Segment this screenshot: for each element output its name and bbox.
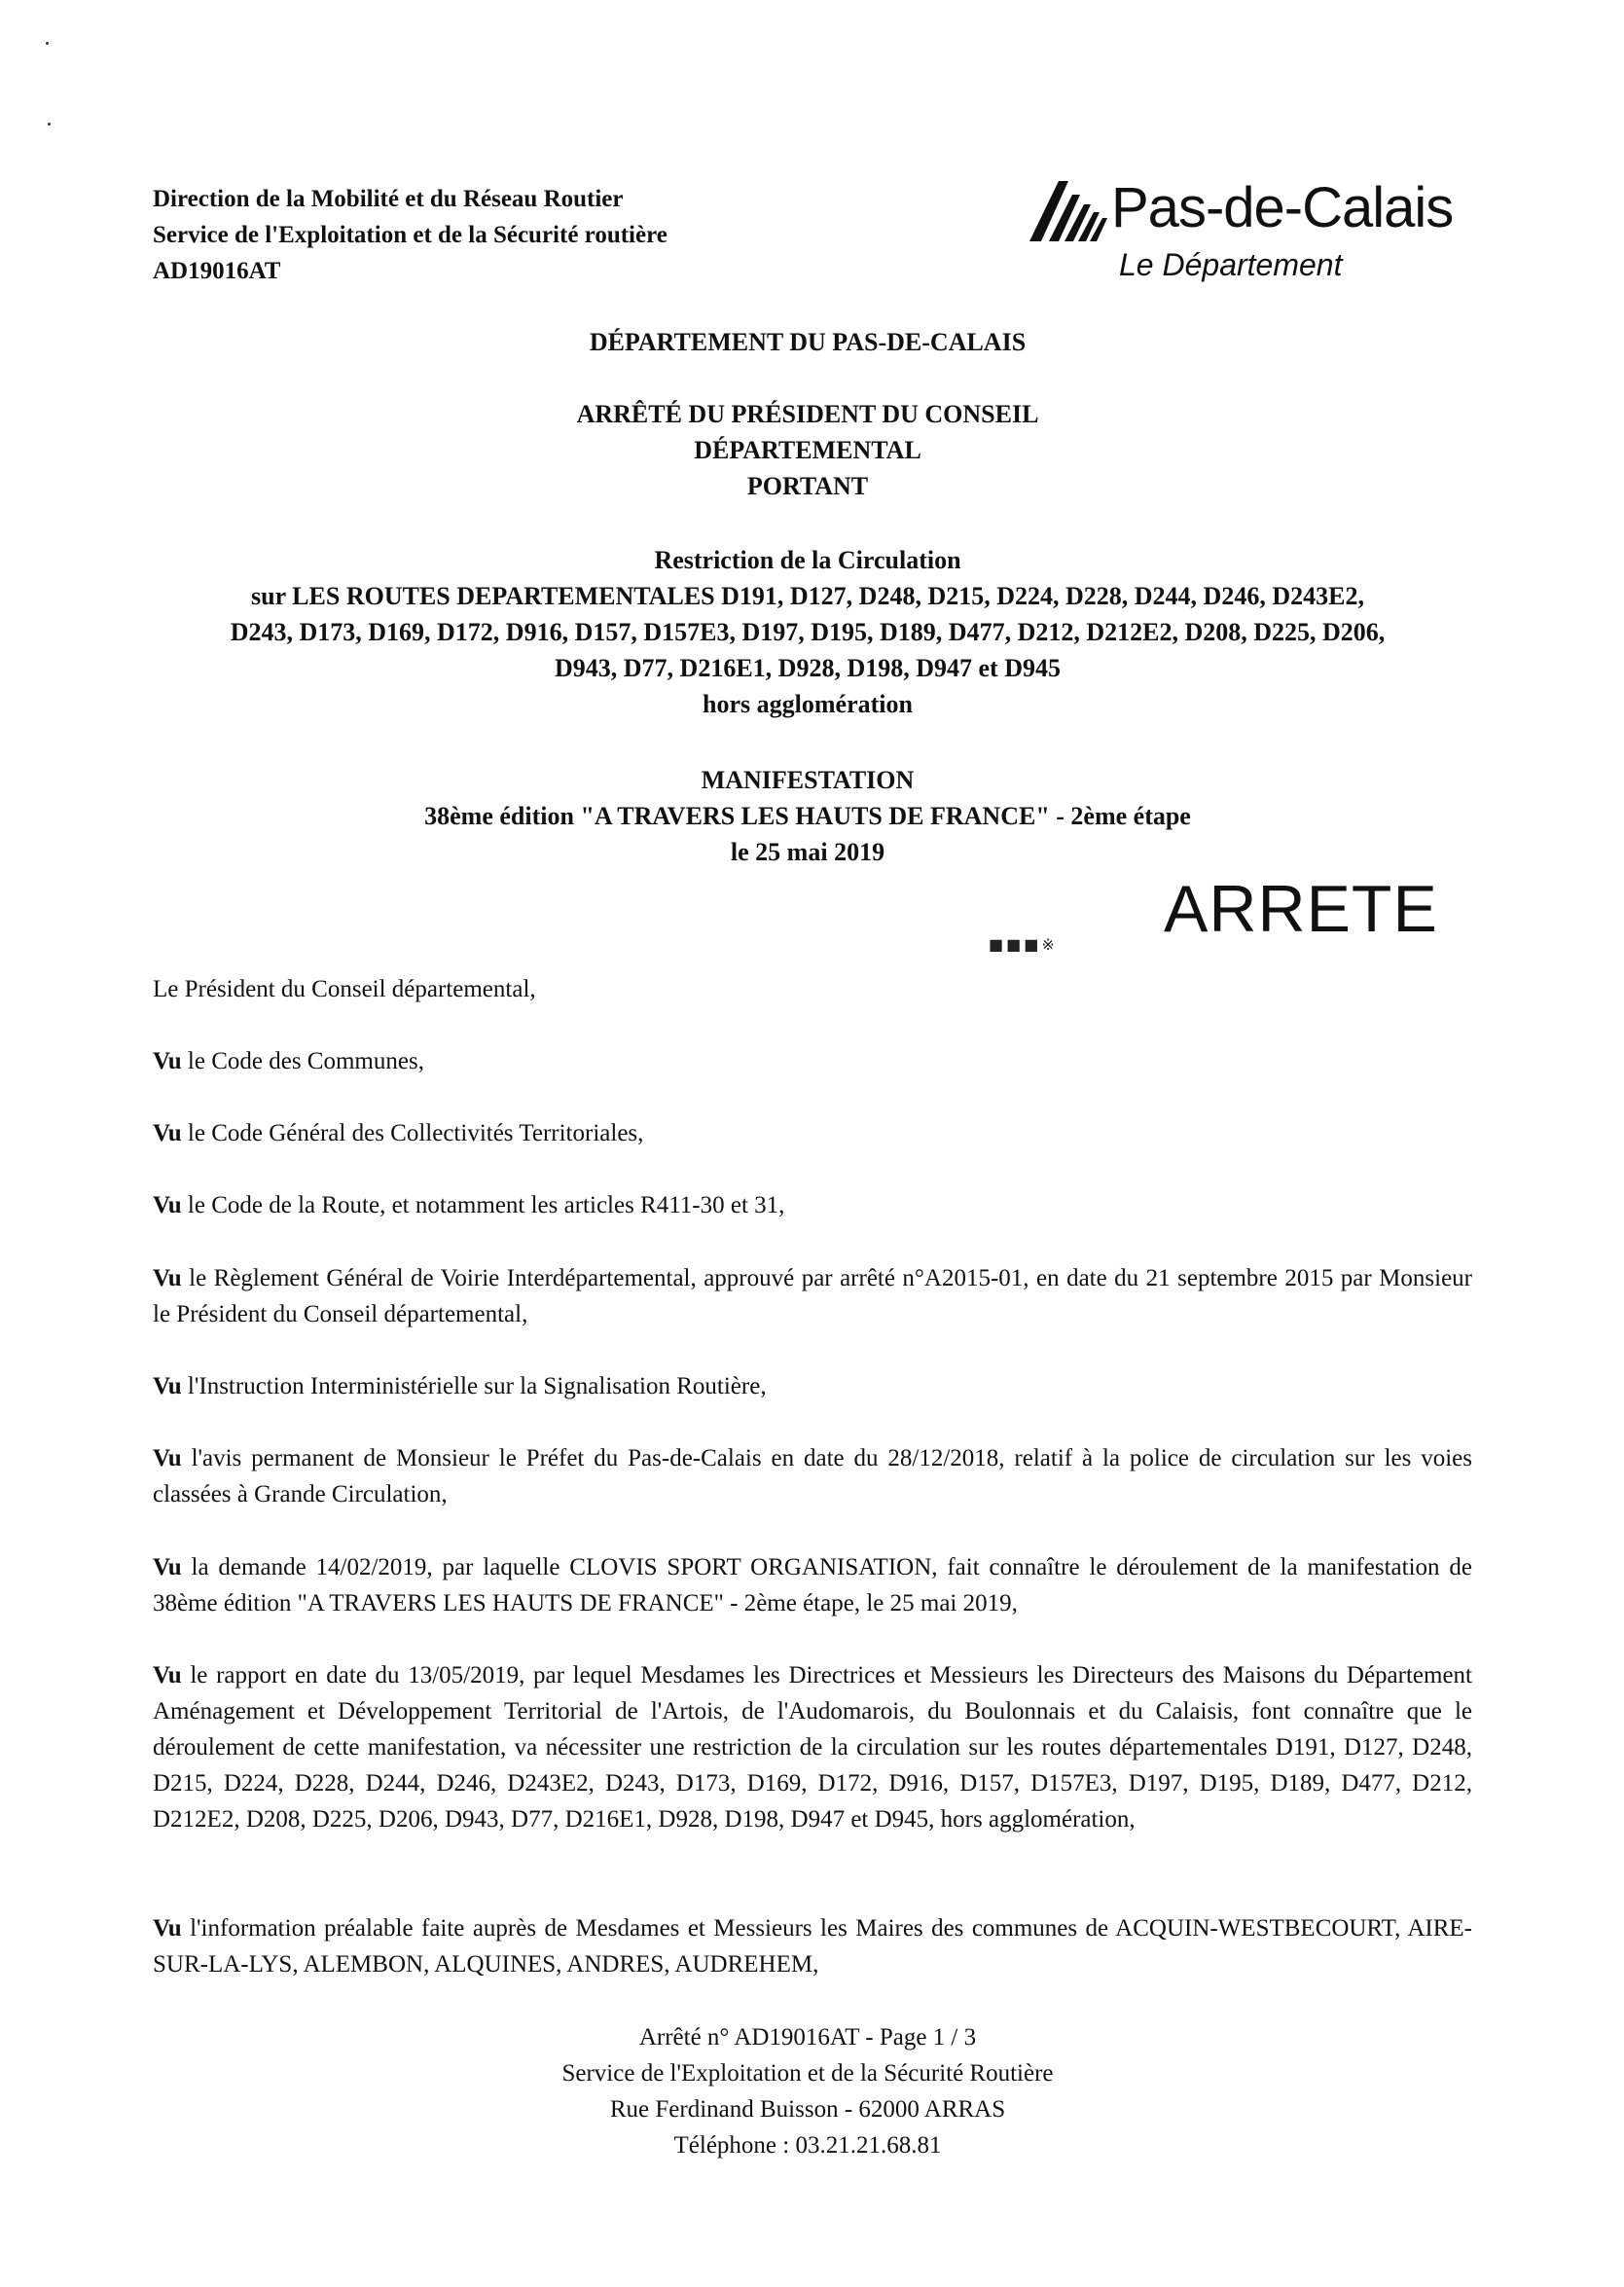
scan-speck: [46, 42, 49, 45]
vu-text: la demande 14/02/2019, par laquelle CLOVIS SPORT ORGANISATION, fait connaître le déroulement de la manifestation de 38ème édition "A TRAVERS LES HAUTS DE FRANCE" - 2ème étape, le 25 mai 2019,: [153, 1554, 1472, 1616]
vu-word: Vu: [153, 1915, 182, 1942]
vu-word: Vu: [153, 1192, 182, 1218]
logo-subtitle: Le Département: [1119, 247, 1343, 282]
arrete-heading-line1: ARRÊTÉ DU PRÉSIDENT DU CONSEIL: [576, 400, 1039, 428]
vu-paragraph-3: [153, 1187, 1472, 1223]
restriction-line4: D943, D77, D216E1, D928, D198, D947 et D945: [555, 654, 1061, 682]
vu-word: Vu: [153, 1662, 182, 1688]
footer-service: Service de l'Exploitation et de la Sécurité Routière: [561, 2060, 1054, 2087]
logo-mark-icon: [1029, 181, 1107, 245]
manifestation-line2: 38ème édition "A TRAVERS LES HAUTS DE FRANCE" - 2ème étape: [424, 802, 1191, 830]
arrete-heading-line2: DÉPARTEMENTAL: [694, 436, 921, 464]
vu-paragraph-4: [153, 1260, 1472, 1332]
president-line: Le Président du Conseil départemental,: [153, 976, 536, 1002]
vu-paragraph-2: [153, 1115, 1472, 1151]
footer-address: Rue Ferdinand Buisson - 62000 ARRAS: [609, 2096, 1006, 2123]
vu-word: Vu: [153, 1554, 182, 1580]
vu-paragraph-9: [153, 1910, 1472, 1982]
manifestation-heading: [136, 762, 1479, 870]
vu-text: l'Instruction Interministérielle sur la Signalisation Routière,: [187, 1373, 767, 1399]
vu-word: Vu: [153, 1120, 182, 1146]
vu-text: le Code des Communes,: [187, 1048, 424, 1074]
vu-paragraph-8: [153, 1657, 1472, 1837]
vu-paragraph-5: [153, 1368, 1472, 1404]
arrete-stamp: ARRETE: [1164, 872, 1438, 946]
vu-word: Vu: [153, 1445, 182, 1471]
restriction-line3: D243, D173, D169, D172, D916, D157, D157E3, D197, D195, D189, D477, D212, D212E2, D208, D225, D206,: [230, 618, 1386, 646]
page-footer: [136, 2019, 1479, 2163]
vu-paragraph-7: [153, 1549, 1472, 1621]
vu-word: Vu: [153, 1373, 182, 1399]
issuer-header: [153, 181, 668, 289]
vu-text: le Code Général des Collectivités Territoriales,: [187, 1120, 644, 1146]
restriction-line1: Restriction de la Circulation: [654, 546, 961, 574]
issuer-direction: Direction de la Mobilité et du Réseau Routier: [153, 186, 624, 212]
stamp-marks: ■■■※: [989, 935, 1058, 954]
restriction-line2: sur LES ROUTES DEPARTEMENTALES D191, D127, D248, D215, D224, D228, D244, D246, D243E2,: [251, 582, 1364, 610]
issuer-service: Service de l'Exploitation et de la Sécurité routière: [153, 222, 668, 248]
vu-word: Vu: [153, 1265, 182, 1291]
arrete-heading-line3: PORTANT: [746, 472, 869, 500]
vu-paragraph-1: [153, 1043, 1472, 1079]
logo-name: Pas-de-Calais: [1111, 176, 1454, 239]
footer-page-reference: Arrêté n° AD19016AT - Page 1 / 3: [638, 2024, 977, 2051]
vu-word: Vu: [153, 1048, 182, 1074]
vu-text: l'avis permanent de Monsieur le Préfet du Pas-de-Calais en date du 28/12/2018, relatif à la police de circulation sur les voies classées à Grande Circulation,: [153, 1445, 1472, 1507]
pas-de-calais-logo: [1029, 171, 1454, 288]
department-title: DÉPARTEMENT DU PAS-DE-CALAIS: [589, 328, 1027, 356]
restriction-line5: hors agglomération: [703, 690, 913, 718]
restriction-heading: [136, 542, 1479, 722]
vu-text: le Code de la Route, et notamment les articles R411-30 et 31,: [187, 1192, 785, 1218]
scan-speck: [48, 123, 51, 126]
vu-text: l'information préalable faite auprès de Mesdames et Messieurs les Maires des communes de ACQUIN-WESTBECOURT, AIRE-SUR-LA-LYS, ALEMBON, ALQUINES, ANDRES, AUDREHEM,: [153, 1915, 1473, 1978]
vu-text: le Règlement Général de Voirie Interdépartemental, approuvé par arrêté n°A2015-01, en date du 21 septembre 2015 par Monsieur le Président du Conseil départemental,: [153, 1265, 1472, 1327]
manifestation-line1: MANIFESTATION: [701, 766, 915, 794]
footer-phone: Téléphone : 03.21.21.68.81: [673, 2132, 942, 2159]
issuer-reference: AD19016AT: [153, 258, 281, 284]
manifestation-line3: le 25 mai 2019: [730, 838, 885, 866]
vu-text: le rapport en date du 13/05/2019, par lequel Mesdames les Directrices et Messieurs les Directeurs des Maisons du Département Aménagement et Développement Territorial de l'Artois, de l'Audomarois, du Boulonnais et du Calaisis, font connaître que le déroulement de cette manifestation, va nécessiter une restriction de la circulation sur les routes départementales D191, D127, D248, D215, D224, D228, D244, D246, D243E2, D243, D173, D169, D172, D916, D157, D157E3, D197, D195, D189, D477, D212, D212E2, D208, D225, D206, D943, D77, D216E1, D928, D198, D947 et D945, hors agglomération,: [153, 1662, 1472, 1833]
arrete-heading: [136, 396, 1479, 504]
vu-paragraph-6: [153, 1440, 1472, 1512]
